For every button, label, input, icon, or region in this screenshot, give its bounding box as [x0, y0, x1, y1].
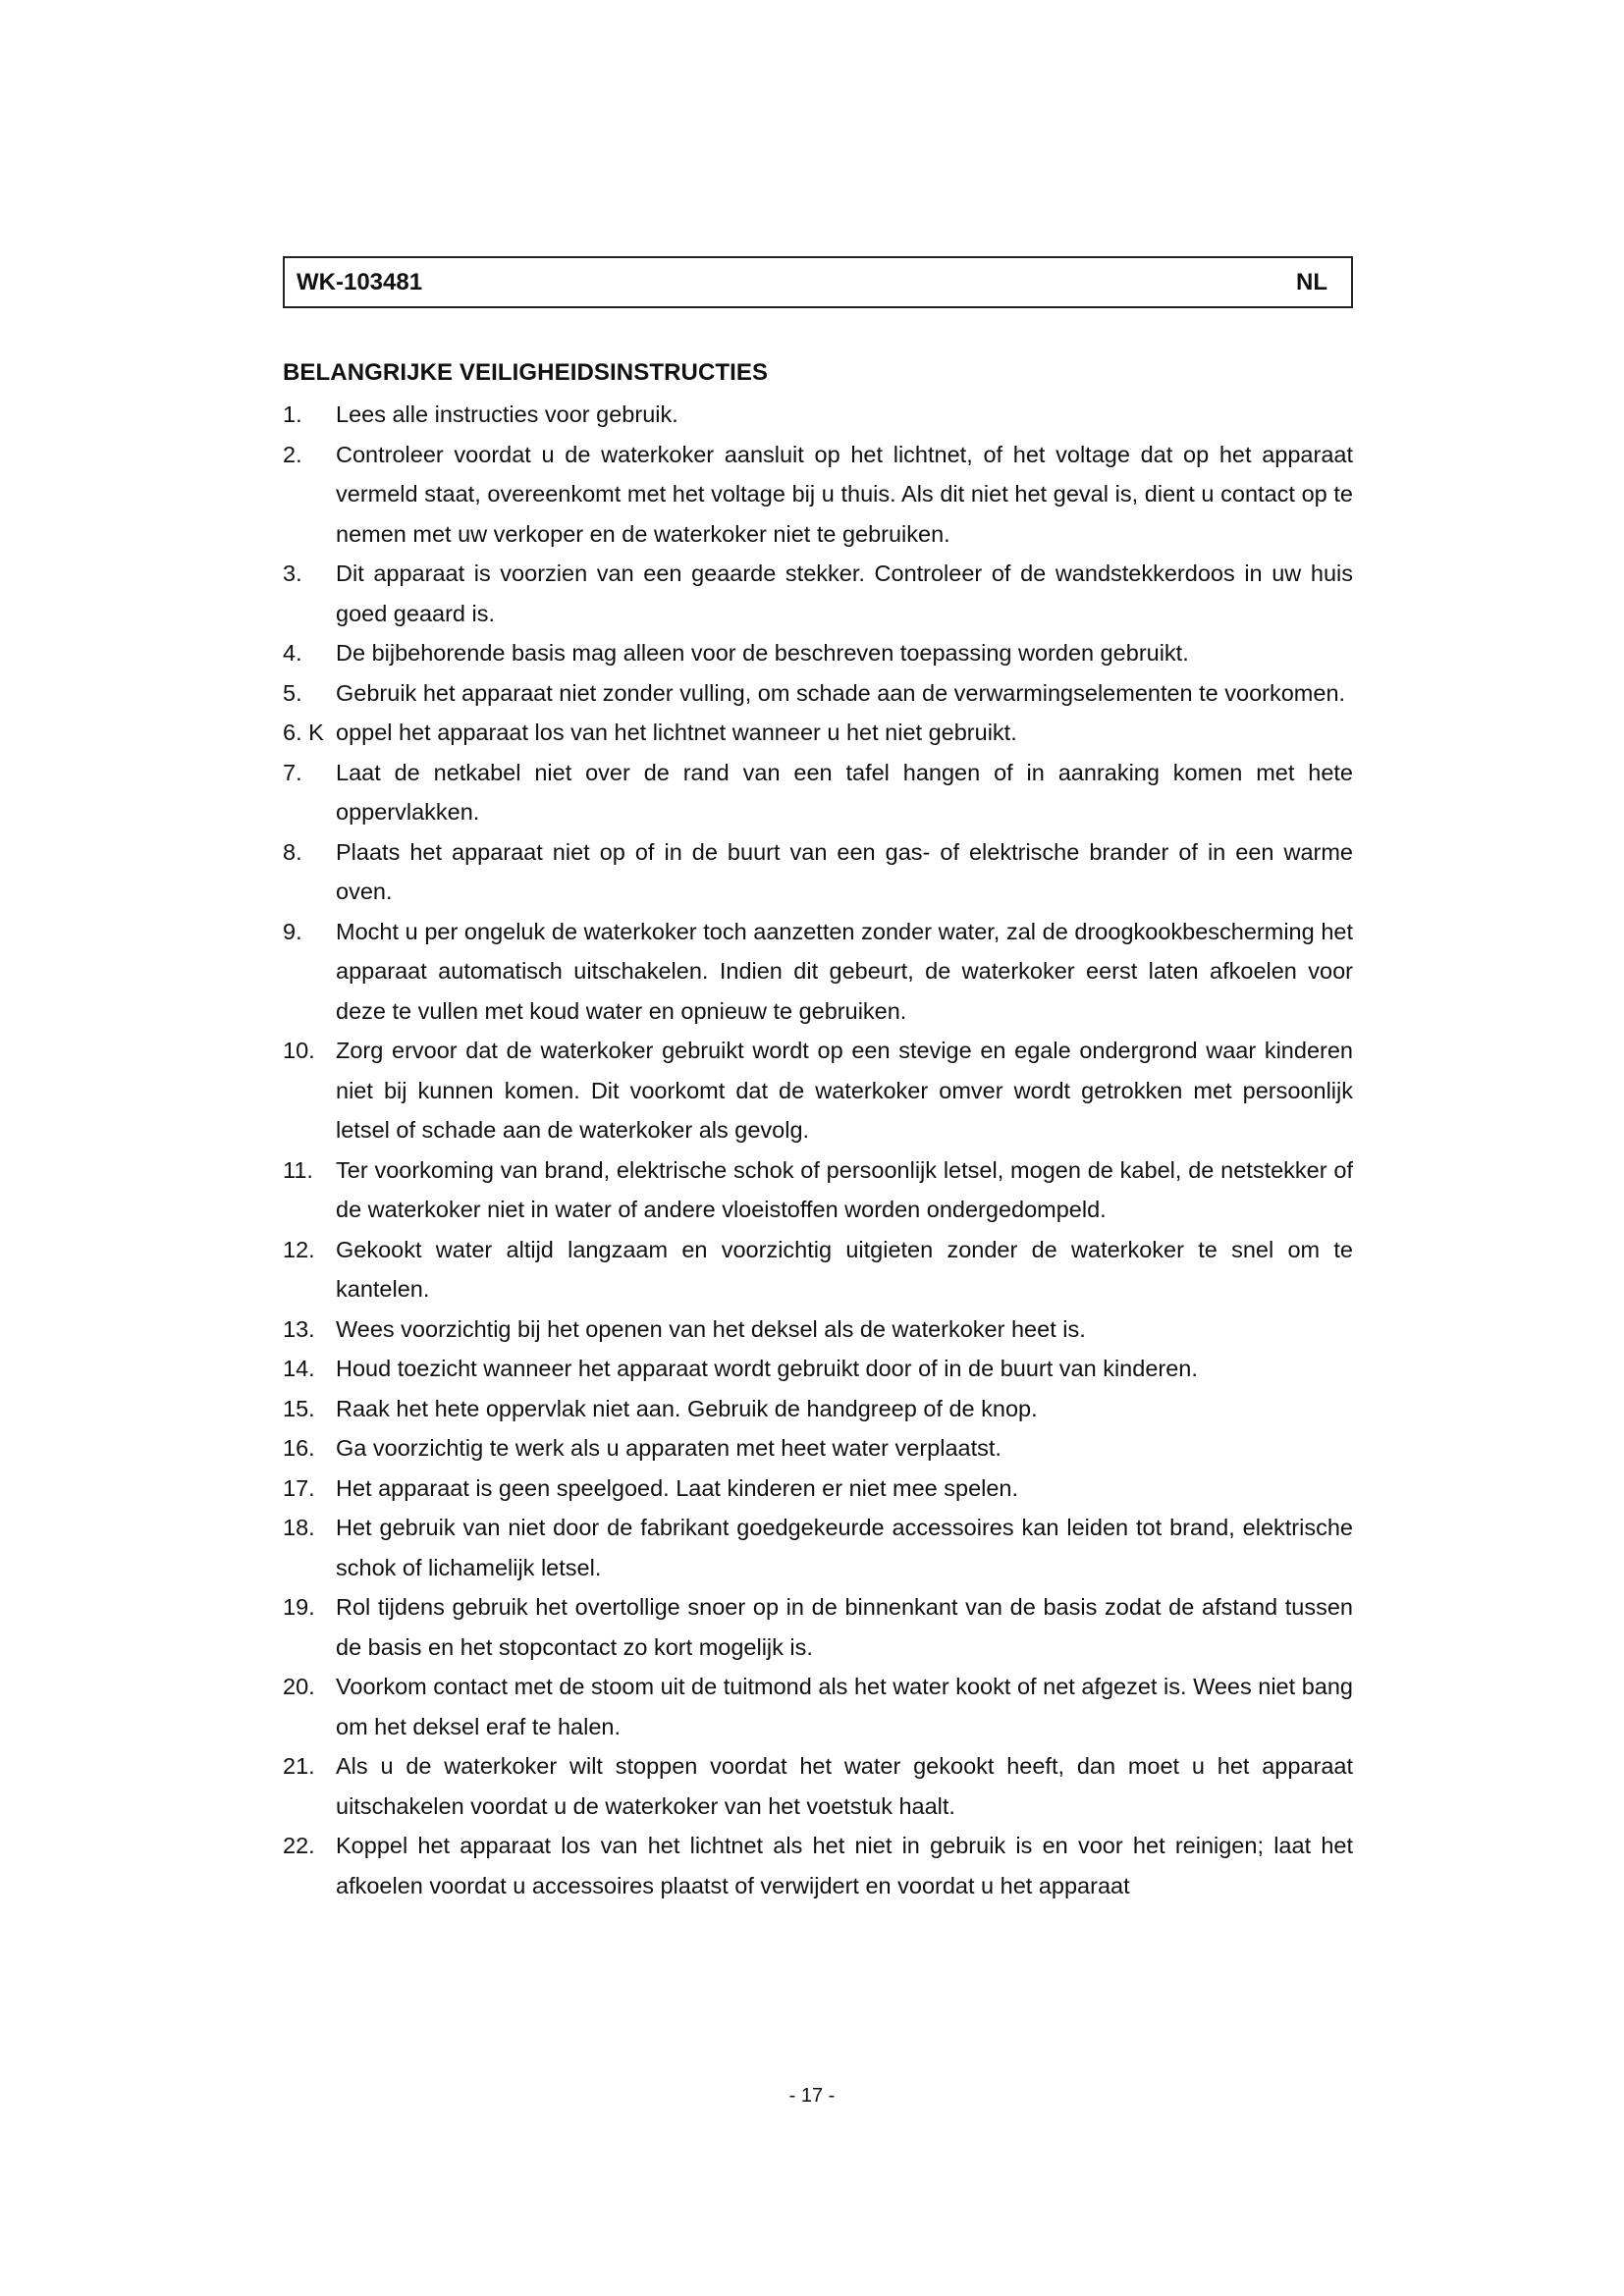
list-item: [283, 1428, 1353, 1468]
item-number: 15.: [283, 1395, 315, 1421]
item-text: Koppel het apparaat los van het lichtnet als het niet in gebruik is en voor het reinigen; laat het afkoelen voordat u accessoires plaatst of verwijdert en voordat u het apparaat: [336, 1833, 1353, 1898]
list-item: [283, 1150, 1353, 1230]
list-item: [283, 1468, 1353, 1509]
item-number: 12.: [283, 1236, 315, 1262]
page-number: - 17 -: [788, 2085, 836, 2107]
item-number: 14.: [283, 1356, 315, 1381]
list-item: [283, 753, 1353, 832]
item-number: 6. K: [283, 720, 324, 745]
item-text: Raak het hete oppervlak niet aan. Gebruik de handgreep of de knop.: [336, 1395, 1038, 1421]
item-number: 5.: [283, 679, 302, 706]
list-item: [283, 1587, 1353, 1667]
item-text: oppel het apparaat los van het lichtnet wanneer u het niet gebruikt.: [336, 720, 1017, 745]
item-text: Rol tijdens gebruik het overtollige snoer op in de binnenkant van de basis zodat de afstand tussen de basis en het stopcontact zo kort mogelijk is.: [336, 1594, 1353, 1660]
item-text: Gebruik het apparaat niet zonder vulling, om schade aan de verwarmingselementen te voorkomen.: [336, 679, 1346, 706]
item-number: 21.: [283, 1753, 315, 1779]
item-number: 13.: [283, 1315, 315, 1342]
list-item: [283, 832, 1353, 912]
item-text: Als u de waterkoker wilt stoppen voordat het water gekookt heeft, dan moet u het apparaat uitschakelen voordat u de waterkoker van het voetstuk haalt.: [336, 1753, 1353, 1819]
item-text: Mocht u per ongeluk de waterkoker toch aanzetten zonder water, zal de droogkookbescherming het apparaat automatisch uitschakelen. Indien dit gebeurt, de waterkoker eerst laten afkoelen voor deze te vullen met koud water en opnieuw te gebruiken.: [336, 918, 1353, 1024]
item-text: Lees alle instructies voor gebruik.: [336, 401, 678, 427]
item-text: De bijbehorende basis mag alleen voor de beschreven toepassing worden gebruikt.: [336, 640, 1189, 666]
item-text: Ter voorkoming van brand, elektrische schok of persoonlijk letsel, mogen de kabel, de netstekker of de waterkoker niet in water of andere vloeistoffen worden ondergedompeld.: [336, 1156, 1353, 1222]
item-number: 3.: [283, 561, 302, 586]
section-title: BELANGRIJKE VEILIGHEIDSINSTRUCTIES: [283, 359, 769, 386]
item-number: 2.: [283, 441, 302, 467]
model-number: WK-103481: [297, 268, 423, 295]
list-item: [283, 1826, 1353, 1905]
item-text: Wees voorzichtig bij het openen van het deksel als de waterkoker heet is.: [336, 1315, 1086, 1342]
list-item: [283, 395, 1353, 435]
item-number: 10.: [283, 1038, 315, 1063]
item-number: 1.: [283, 401, 302, 427]
item-text: Voorkom contact met de stoom uit de tuitmond als het water kookt of net afgezet is. Wees niet bang om het deksel eraf te halen.: [336, 1674, 1353, 1739]
item-number: 7.: [283, 759, 302, 785]
item-text: Gekookt water altijd langzaam en voorzichtig uitgieten zonder de waterkoker te snel om te kantelen.: [336, 1236, 1353, 1302]
item-number: 19.: [283, 1594, 315, 1620]
list-item: [283, 633, 1353, 673]
item-text: Laat de netkabel niet over de rand van een tafel hangen of in aanraking komen met hete oppervlakken.: [336, 759, 1353, 825]
item-text: Zorg ervoor dat de waterkoker gebruikt wordt op een stevige en egale ondergrond waar kinderen niet bij kunnen komen. Dit voorkomt dat de waterkoker omver wordt getrokken met persoonlijk letsel of schade aan de waterkoker als gevolg.: [336, 1038, 1353, 1143]
document-header-box: [283, 256, 1353, 308]
item-number: 16.: [283, 1435, 315, 1461]
list-item: [283, 1508, 1353, 1587]
list-item: [283, 912, 1353, 1032]
item-text: Het apparaat is geen speelgoed. Laat kinderen er niet mee spelen.: [336, 1474, 1019, 1501]
list-item: [283, 1746, 1353, 1826]
language-code: NL: [1296, 268, 1327, 295]
list-item: [283, 1389, 1353, 1429]
item-number: 20.: [283, 1674, 315, 1699]
item-text: Houd toezicht wanneer het apparaat wordt gebruikt door of in de buurt van kinderen.: [336, 1356, 1198, 1381]
item-text: Plaats het apparaat niet op of in de buurt van een gas- of elektrische brander of in een warme oven.: [336, 838, 1353, 904]
list-item: [283, 554, 1353, 633]
item-number: 8.: [283, 838, 302, 865]
list-item: [283, 1230, 1353, 1309]
item-text: Ga voorzichtig te werk als u apparaten met heet water verplaatst.: [336, 1435, 1001, 1461]
list-item: [283, 1667, 1353, 1746]
list-item: [283, 713, 1353, 753]
list-item: [283, 1349, 1353, 1389]
item-number: 17.: [283, 1474, 315, 1501]
instruction-list: [283, 395, 1353, 1905]
item-number: 22.: [283, 1833, 315, 1858]
item-number: 9.: [283, 918, 302, 944]
list-item: [283, 673, 1353, 714]
list-item: [283, 1309, 1353, 1350]
item-text: Dit apparaat is voorzien van een geaarde stekker. Controleer of de wandstekkerdoos in uw huis goed geaard is.: [336, 561, 1353, 626]
item-text: Controleer voordat u de waterkoker aansluit op het lichtnet, of het voltage dat op het apparaat vermeld staat, overeenkomt met het voltage bij u thuis. Als dit niet het geval is, dient u contact op te nemen met uw verkoper en de waterkoker niet te gebruiken.: [336, 441, 1353, 547]
item-text: Het gebruik van niet door de fabrikant goedgekeurde accessoires kan leiden tot brand, elektrische schok of lichamelijk letsel.: [336, 1515, 1353, 1580]
item-number: 11.: [283, 1156, 313, 1183]
item-number: 4.: [283, 640, 302, 666]
list-item: [283, 1031, 1353, 1150]
list-item: [283, 435, 1353, 555]
item-number: 18.: [283, 1515, 315, 1540]
